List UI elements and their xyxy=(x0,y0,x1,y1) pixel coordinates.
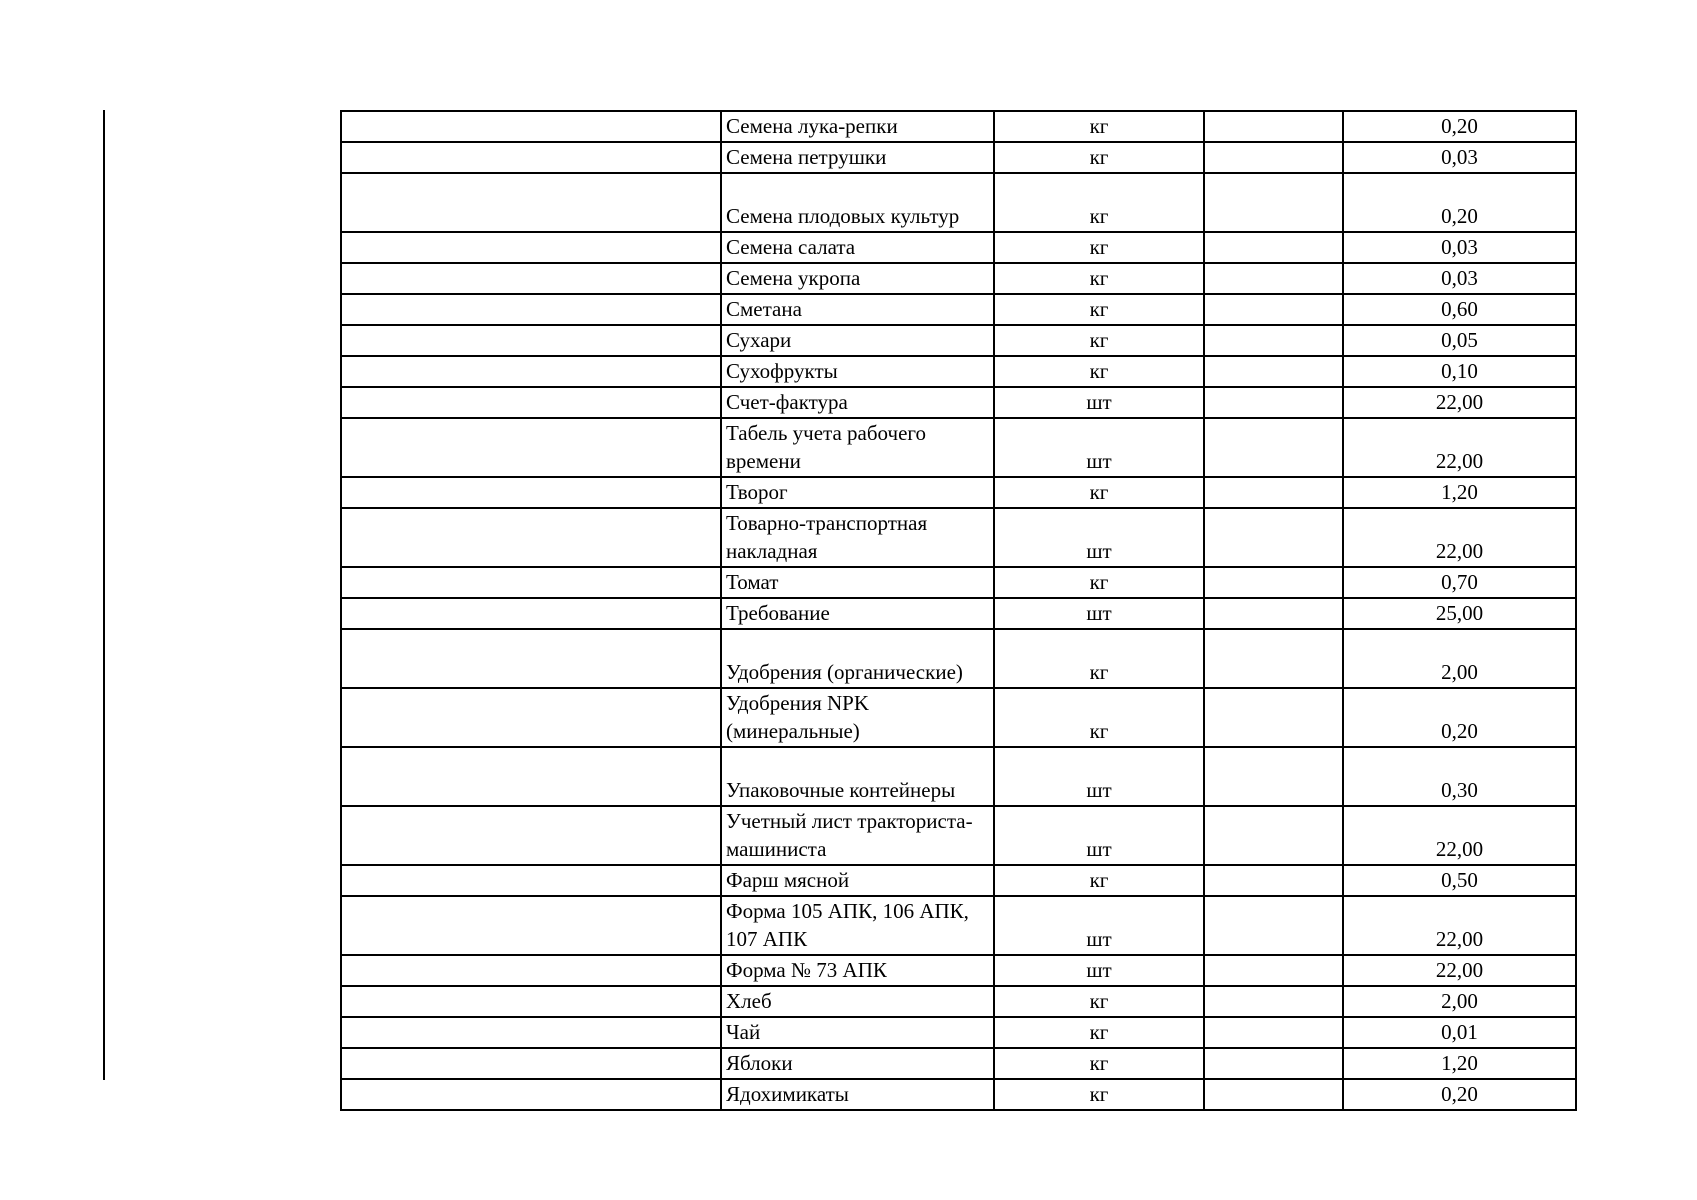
unit-cell: шт xyxy=(994,508,1204,567)
blank-cell xyxy=(1204,508,1343,567)
item-name-cell: Требование xyxy=(721,598,994,629)
item-name-cell: Ядохимикаты xyxy=(721,1079,994,1110)
blank-cell xyxy=(341,896,721,955)
item-name-cell: Фарш мясной xyxy=(721,865,994,896)
item-name-cell: Чай xyxy=(721,1017,994,1048)
unit-cell: кг xyxy=(994,1017,1204,1048)
quantity-cell: 0,20 xyxy=(1343,111,1576,142)
blank-cell xyxy=(1204,173,1343,232)
table-row xyxy=(341,806,1576,865)
table-row xyxy=(341,1048,1576,1079)
blank-cell xyxy=(1204,356,1343,387)
blank-cell xyxy=(1204,688,1343,747)
blank-cell xyxy=(341,1079,721,1110)
item-name-cell: Творог xyxy=(721,477,994,508)
unit-cell: кг xyxy=(994,356,1204,387)
unit-cell: кг xyxy=(994,865,1204,896)
quantity-cell: 0,01 xyxy=(1343,1017,1576,1048)
quantity-cell: 0,03 xyxy=(1343,142,1576,173)
blank-cell xyxy=(341,508,721,567)
quantity-cell: 2,00 xyxy=(1343,629,1576,688)
quantity-cell: 22,00 xyxy=(1343,806,1576,865)
blank-cell xyxy=(1204,865,1343,896)
table-row xyxy=(341,263,1576,294)
unit-cell: кг xyxy=(994,294,1204,325)
blank-cell xyxy=(341,232,721,263)
table-row xyxy=(341,955,1576,986)
item-name-cell: Форма 105 АПК, 106 АПК, 107 АПК xyxy=(721,896,994,955)
quantity-cell: 2,00 xyxy=(1343,986,1576,1017)
table-row xyxy=(341,418,1576,477)
unit-cell: кг xyxy=(994,232,1204,263)
item-name-cell: Учетный лист тракториста-машиниста xyxy=(721,806,994,865)
table-row xyxy=(341,986,1576,1017)
left-margin-rule xyxy=(103,110,105,1080)
table-row xyxy=(341,325,1576,356)
blank-cell xyxy=(341,865,721,896)
quantity-cell: 0,60 xyxy=(1343,294,1576,325)
materials-table xyxy=(340,110,1577,1111)
unit-cell: кг xyxy=(994,629,1204,688)
blank-cell xyxy=(1204,418,1343,477)
table-row xyxy=(341,747,1576,806)
item-name-cell: Яблоки xyxy=(721,1048,994,1079)
blank-cell xyxy=(341,387,721,418)
item-name-cell: Счет-фактура xyxy=(721,387,994,418)
blank-cell xyxy=(1204,598,1343,629)
item-name-cell: Сметана xyxy=(721,294,994,325)
item-name-cell: Удобрения NPK (минеральные) xyxy=(721,688,994,747)
table-row xyxy=(341,1017,1576,1048)
blank-cell xyxy=(341,111,721,142)
table-row xyxy=(341,477,1576,508)
quantity-cell: 0,03 xyxy=(1343,263,1576,294)
blank-cell xyxy=(341,1048,721,1079)
table-row xyxy=(341,688,1576,747)
table-row xyxy=(341,629,1576,688)
quantity-cell: 0,10 xyxy=(1343,356,1576,387)
blank-cell xyxy=(341,688,721,747)
item-name-cell: Семена лука-репки xyxy=(721,111,994,142)
table-row xyxy=(341,173,1576,232)
item-name-cell: Томат xyxy=(721,567,994,598)
blank-cell xyxy=(341,142,721,173)
blank-cell xyxy=(341,955,721,986)
blank-cell xyxy=(1204,1017,1343,1048)
quantity-cell: 22,00 xyxy=(1343,955,1576,986)
blank-cell xyxy=(1204,955,1343,986)
blank-cell xyxy=(1204,896,1343,955)
quantity-cell: 0,03 xyxy=(1343,232,1576,263)
blank-cell xyxy=(341,263,721,294)
materials-table-body xyxy=(341,111,1576,1110)
item-name-cell: Семена петрушки xyxy=(721,142,994,173)
quantity-cell: 0,05 xyxy=(1343,325,1576,356)
unit-cell: кг xyxy=(994,986,1204,1017)
table-row xyxy=(341,1079,1576,1110)
blank-cell xyxy=(1204,567,1343,598)
quantity-cell: 0,50 xyxy=(1343,865,1576,896)
blank-cell xyxy=(341,477,721,508)
unit-cell: кг xyxy=(994,263,1204,294)
blank-cell xyxy=(1204,986,1343,1017)
blank-cell xyxy=(1204,387,1343,418)
unit-cell: шт xyxy=(994,387,1204,418)
item-name-cell: Сухари xyxy=(721,325,994,356)
quantity-cell: 22,00 xyxy=(1343,387,1576,418)
item-name-cell: Семена плодовых культур xyxy=(721,173,994,232)
quantity-cell: 0,70 xyxy=(1343,567,1576,598)
item-name-cell: Товарно-транспортная накладная xyxy=(721,508,994,567)
quantity-cell: 22,00 xyxy=(1343,896,1576,955)
unit-cell: шт xyxy=(994,955,1204,986)
quantity-cell: 1,20 xyxy=(1343,1048,1576,1079)
blank-cell xyxy=(1204,747,1343,806)
blank-cell xyxy=(1204,1048,1343,1079)
item-name-cell: Семена салата xyxy=(721,232,994,263)
quantity-cell: 22,00 xyxy=(1343,508,1576,567)
item-name-cell: Семена укропа xyxy=(721,263,994,294)
unit-cell: кг xyxy=(994,173,1204,232)
blank-cell xyxy=(341,418,721,477)
blank-cell xyxy=(341,294,721,325)
quantity-cell: 0,20 xyxy=(1343,1079,1576,1110)
item-name-cell: Хлеб xyxy=(721,986,994,1017)
unit-cell: кг xyxy=(994,567,1204,598)
unit-cell: кг xyxy=(994,111,1204,142)
blank-cell xyxy=(341,747,721,806)
blank-cell xyxy=(1204,232,1343,263)
table-row xyxy=(341,232,1576,263)
unit-cell: шт xyxy=(994,747,1204,806)
item-name-cell: Удобрения (органические) xyxy=(721,629,994,688)
unit-cell: кг xyxy=(994,142,1204,173)
unit-cell: кг xyxy=(994,688,1204,747)
blank-cell xyxy=(1204,477,1343,508)
unit-cell: кг xyxy=(994,1079,1204,1110)
table-row xyxy=(341,356,1576,387)
blank-cell xyxy=(341,986,721,1017)
unit-cell: шт xyxy=(994,806,1204,865)
blank-cell xyxy=(1204,263,1343,294)
table-row xyxy=(341,896,1576,955)
blank-cell xyxy=(1204,629,1343,688)
table-row xyxy=(341,387,1576,418)
blank-cell xyxy=(1204,325,1343,356)
item-name-cell: Упаковочные контейнеры xyxy=(721,747,994,806)
quantity-cell: 0,30 xyxy=(1343,747,1576,806)
blank-cell xyxy=(341,356,721,387)
quantity-cell: 1,20 xyxy=(1343,477,1576,508)
table-row xyxy=(341,111,1576,142)
blank-cell xyxy=(341,325,721,356)
blank-cell xyxy=(1204,1079,1343,1110)
blank-cell xyxy=(341,173,721,232)
blank-cell xyxy=(341,806,721,865)
quantity-cell: 25,00 xyxy=(1343,598,1576,629)
blank-cell xyxy=(1204,806,1343,865)
table-row xyxy=(341,567,1576,598)
blank-cell xyxy=(341,1017,721,1048)
table-row xyxy=(341,508,1576,567)
item-name-cell: Сухофрукты xyxy=(721,356,994,387)
unit-cell: кг xyxy=(994,477,1204,508)
quantity-cell: 22,00 xyxy=(1343,418,1576,477)
unit-cell: кг xyxy=(994,1048,1204,1079)
unit-cell: кг xyxy=(994,325,1204,356)
unit-cell: шт xyxy=(994,896,1204,955)
unit-cell: шт xyxy=(994,598,1204,629)
blank-cell xyxy=(341,567,721,598)
table-row xyxy=(341,294,1576,325)
quantity-cell: 0,20 xyxy=(1343,688,1576,747)
blank-cell xyxy=(341,629,721,688)
table-row xyxy=(341,142,1576,173)
table-row xyxy=(341,865,1576,896)
blank-cell xyxy=(1204,142,1343,173)
table-row xyxy=(341,598,1576,629)
blank-cell xyxy=(1204,111,1343,142)
item-name-cell: Форма № 73 АПК xyxy=(721,955,994,986)
quantity-cell: 0,20 xyxy=(1343,173,1576,232)
unit-cell: шт xyxy=(994,418,1204,477)
blank-cell xyxy=(341,598,721,629)
item-name-cell: Табель учета рабочего времени xyxy=(721,418,994,477)
blank-cell xyxy=(1204,294,1343,325)
